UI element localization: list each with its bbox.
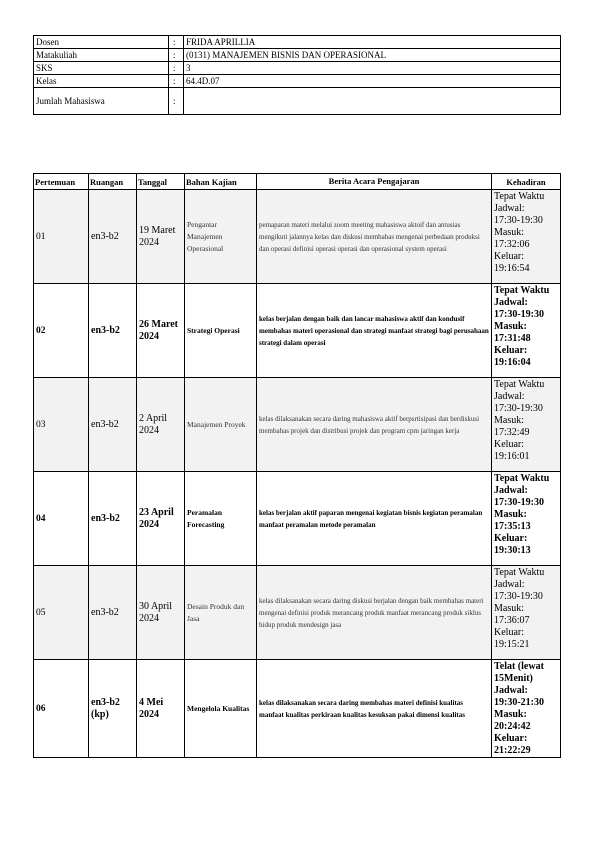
table-row [34,378,561,472]
kehadiran-status: Tepat Waktu [494,567,545,578]
kehadiran-status: Telat (lewat 15Menit) [494,661,544,684]
course-info-table [33,35,561,115]
kehadiran-keluar-label: Keluar: [494,439,524,450]
header-tanggal: Tanggal [137,174,185,190]
info-label: Dosen [34,36,169,49]
kehadiran-masuk-label: Masuk: [494,321,527,332]
pertemuan-cell: 03 [34,378,89,472]
info-value-matakuliah: (0131) MANAJEMEN BISNIS DAN OPERASIONAL [184,49,561,62]
pertemuan-cell: 01 [34,190,89,284]
kehadiran-jadwal-label: Jadwal: [494,203,525,214]
kehadiran-keluar: 19:16:04 [494,357,531,368]
berita-acara-cell: pemaparan materi melalui zoom meeting mahasiswa aktoif dan antusias mengikuti jalannya kelas dan diskusi membahas mengenai perbedaan produksi dan operasi definisi operasi operasi dan operasional system operasi [257,190,492,284]
ruangan-cell: en3-b2 [89,566,137,660]
meetings-header-row [34,174,561,190]
info-row-jumlah-mahasiswa [34,88,561,115]
berita-acara-cell: kelas dilaksanakan secara daring mahasiswa aktif berpsrtisipasi dan berdiskusi membahas projek dan distribusi projek dan program cpm jaringan kerja [257,378,492,472]
kehadiran-keluar: 19:16:54 [494,263,530,274]
kehadiran-cell [492,660,561,758]
kehadiran-masuk: 17:35:13 [494,521,531,532]
bahan-kajian-cell: Manajemen Proyek [185,378,257,472]
pertemuan-cell: 04 [34,472,89,566]
ruangan-cell: en3-b2 [89,284,137,378]
tanggal-cell: 26 Maret 2024 [137,284,185,378]
info-separator: : [169,49,184,62]
kehadiran-cell [492,284,561,378]
kehadiran-status: Tepat Waktu [494,379,545,390]
kehadiran-keluar: 19:15:21 [494,639,530,650]
kehadiran-masuk: 17:31:48 [494,333,531,344]
kehadiran-jadwal-label: Jadwal: [494,485,528,496]
ruangan-cell: en3-b2 (kp) [89,660,137,758]
bahan-kajian-cell: Peramalan Forecasting [185,472,257,566]
kehadiran-keluar: 21:22:29 [494,745,531,756]
kehadiran-cell [492,378,561,472]
kehadiran-masuk-label: Masuk: [494,709,527,720]
kehadiran-masuk-label: Masuk: [494,509,527,520]
kehadiran-keluar: 19:30:13 [494,545,531,556]
info-row-matakuliah [34,49,561,62]
kehadiran-jadwal-label: Jadwal: [494,391,525,402]
berita-acara-cell: kelas berjalan aktif paparan mengenai kegiatan bisnis kegiatan peramalan manfaat peramalan metode peramalan [257,472,492,566]
bahan-kajian-cell: Pengantar Manajemen Operasional [185,190,257,284]
kehadiran-keluar-label: Keluar: [494,251,524,262]
info-separator: : [169,75,184,88]
kehadiran-cell [492,566,561,660]
tanggal-cell: 4 Mei 2024 [137,660,185,758]
tanggal-cell: 23 April 2024 [137,472,185,566]
kehadiran-jadwal: 17:30-19:30 [494,403,543,414]
info-value-kelas: 64.4D.07 [184,75,561,88]
info-separator: : [169,62,184,75]
tanggal-cell: 30 April 2024 [137,566,185,660]
tanggal-cell: 19 Maret 2024 [137,190,185,284]
kehadiran-status: Tepat Waktu [494,191,545,202]
kehadiran-masuk: 20:24:42 [494,721,531,732]
pertemuan-cell: 06 [34,660,89,758]
kehadiran-cell [492,472,561,566]
kehadiran-masuk-label: Masuk: [494,227,524,238]
pertemuan-cell: 02 [34,284,89,378]
info-label: Jumlah Mahasiswa [34,88,169,115]
ruangan-cell: en3-b2 [89,378,137,472]
kehadiran-jadwal: 17:30-19:30 [494,215,543,226]
kehadiran-masuk: 17:32:06 [494,239,530,250]
kehadiran-keluar: 19:16:01 [494,451,530,462]
bahan-kajian-cell: Mengelola Kualitas [185,660,257,758]
info-label: SKS [34,62,169,75]
bahan-kajian-cell: Desain Produk dan Jasa [185,566,257,660]
info-separator: : [169,88,184,115]
kehadiran-keluar-label: Keluar: [494,627,524,638]
table-row [34,566,561,660]
kehadiran-jadwal-label: Jadwal: [494,579,525,590]
kehadiran-jadwal-label: Jadwal: [494,685,528,696]
table-row [34,190,561,284]
kehadiran-jadwal: 17:30-19:30 [494,591,543,602]
ruangan-cell: en3-b2 [89,190,137,284]
info-label: Kelas [34,75,169,88]
tanggal-cell: 2 April 2024 [137,378,185,472]
kehadiran-status: Tepat Waktu [494,473,550,484]
berita-acara-cell: kelas dilaksanakan secara daring membahas materi definisi kualitas manfaat kualitas perkiraan kualitas kesuksan pakai dimensi kualitas [257,660,492,758]
header-pertemuan: Pertemuan [34,174,89,190]
info-value-jumlah-mahasiswa [184,88,561,115]
berita-acara-cell: kelas dilaksanakan secara daring diskusi berjalan dengan baik membahas materi mengenai definisi produk merancang produk manfaat merancang produk siklus hidup produk mendesign jasa [257,566,492,660]
info-label: Matakuliah [34,49,169,62]
bahan-kajian-cell: Strategi Operasi [185,284,257,378]
kehadiran-jadwal: 17:30-19:30 [494,309,544,320]
pertemuan-cell: 05 [34,566,89,660]
kehadiran-status: Tepat Waktu [494,285,550,296]
table-row [34,660,561,758]
header-ruangan: Ruangan [89,174,137,190]
meetings-table [33,173,561,758]
ruangan-cell: en3-b2 [89,472,137,566]
info-row-kelas [34,75,561,88]
info-separator: : [169,36,184,49]
table-row [34,472,561,566]
kehadiran-jadwal: 17:30-19:30 [494,497,544,508]
header-berita-acara: Berita Acara Pengajaran [257,174,492,190]
kehadiran-masuk: 17:36:07 [494,615,530,626]
info-value-sks: 3 [184,62,561,75]
kehadiran-masuk-label: Masuk: [494,415,524,426]
header-bahan-kajian: Bahan Kajian [185,174,257,190]
header-kehadiran: Kehadiran [492,174,561,190]
table-row [34,284,561,378]
kehadiran-masuk-label: Masuk: [494,603,524,614]
berita-acara-cell: kelas berjalan dengan baik dan lancar mahasiswa aktif dan kondusif membahas materi operasional dan strategi manfaat strategi bagi perusahaan strategi dalam operasi [257,284,492,378]
info-row-sks [34,62,561,75]
kehadiran-cell [492,190,561,284]
kehadiran-keluar-label: Keluar: [494,733,528,744]
kehadiran-keluar-label: Keluar: [494,345,528,356]
kehadiran-masuk: 17:32:49 [494,427,530,438]
info-row-dosen [34,36,561,49]
kehadiran-jadwal: 19:30-21:30 [494,697,544,708]
kehadiran-jadwal-label: Jadwal: [494,297,528,308]
info-value-dosen: FRIDA APRILLIA [184,36,561,49]
kehadiran-keluar-label: Keluar: [494,533,528,544]
